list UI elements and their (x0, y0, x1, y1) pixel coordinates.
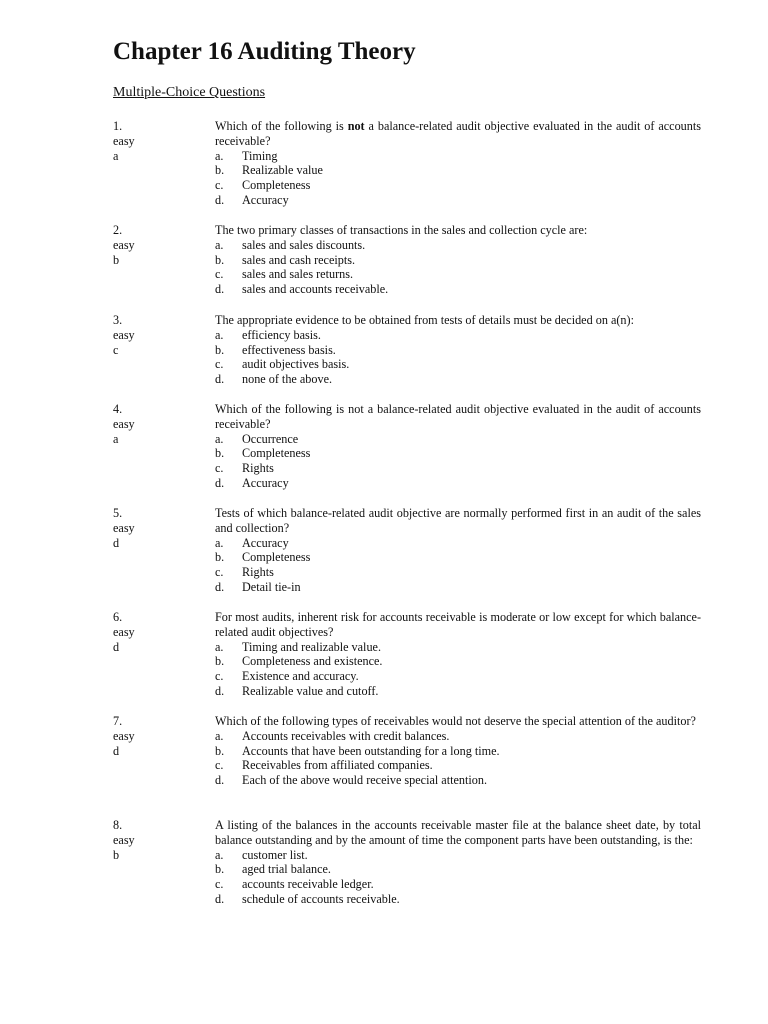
option-text: Realizable value and cutoff. (242, 683, 379, 698)
question-difficulty: easy (113, 520, 135, 535)
answer-option (215, 892, 701, 907)
question-meta (113, 119, 193, 163)
question-meta (113, 610, 193, 654)
answer-option (215, 253, 701, 268)
answer-option (215, 758, 701, 773)
option-letter: c. (215, 565, 224, 580)
option-letter: b. (215, 163, 225, 178)
option-letter: c. (215, 877, 224, 892)
question-body (215, 402, 701, 491)
answer-options (215, 328, 701, 387)
answer-option (215, 238, 701, 253)
option-text: sales and sales returns. (242, 267, 354, 282)
question-meta (113, 714, 193, 758)
option-text: effectiveness basis. (242, 342, 336, 357)
question-stem: For most audits, inherent risk for accounts receivable is moderate or low except for which balance-related audit objectives? (215, 610, 701, 639)
question-difficulty: easy (113, 728, 135, 743)
option-text: Each of the above would receive special attention. (242, 773, 487, 788)
answer-option (215, 178, 701, 193)
question-body (215, 223, 701, 297)
option-text: aged trial balance. (242, 862, 331, 877)
option-text: Receivables from affiliated companies. (242, 758, 433, 773)
question-answer: b (113, 847, 120, 862)
answer-option (215, 432, 701, 447)
answer-options (215, 848, 701, 907)
option-text: customer list. (242, 847, 308, 862)
answer-option (215, 669, 701, 684)
question-answer: a (113, 431, 119, 446)
answer-options (215, 432, 701, 491)
option-text: audit objectives basis. (242, 357, 350, 372)
option-text: Accuracy (242, 535, 289, 550)
answer-option (215, 536, 701, 551)
option-letter: c. (215, 357, 224, 372)
question-body (215, 610, 701, 699)
answer-option (215, 640, 701, 655)
option-text: accounts receivable ledger. (242, 877, 374, 892)
option-letter: d. (215, 372, 225, 387)
option-text: Completeness and existence. (242, 654, 383, 669)
option-text: schedule of accounts receivable. (242, 891, 400, 906)
answer-option (215, 328, 701, 343)
option-text: Completeness (242, 550, 311, 565)
option-letter: c. (215, 758, 224, 773)
answer-option (215, 446, 701, 461)
answer-option (215, 565, 701, 580)
option-letter: a. (215, 237, 224, 252)
question-number: 7. (113, 714, 123, 728)
option-text: sales and accounts receivable. (242, 282, 389, 297)
question-stem-post: a balance-related audit objective evaluated in the audit of accounts receivable? (215, 119, 701, 148)
question-stem: The two primary classes of transactions in the sales and collection cycle are: (215, 223, 588, 237)
option-letter: b. (215, 862, 225, 877)
option-text: Occurrence (242, 431, 299, 446)
question-answer: d (113, 535, 120, 550)
option-letter: c. (215, 178, 224, 193)
question-difficulty: easy (113, 133, 135, 148)
option-text: none of the above. (242, 372, 333, 387)
question-body (215, 119, 701, 208)
option-letter: d. (215, 579, 225, 594)
question-body (215, 313, 701, 387)
section-heading: Multiple-Choice Questions (113, 85, 266, 100)
answer-option (215, 862, 701, 877)
option-text: Accounts that have been outstanding for a long time. (242, 743, 500, 758)
answer-option (215, 684, 701, 699)
question-meta (113, 313, 193, 357)
option-text: Realizable value (242, 163, 323, 178)
question-meta (113, 223, 193, 267)
option-letter: a. (215, 847, 224, 862)
answer-option (215, 729, 701, 744)
question-stem-emphasis: not (347, 119, 365, 133)
option-text: Detail tie-in (242, 579, 301, 594)
question-meta (113, 402, 193, 446)
option-text: Timing and realizable value. (242, 639, 381, 654)
answer-option (215, 163, 701, 178)
chapter-title: Chapter 16 Auditing Theory (113, 38, 416, 65)
option-letter: b. (215, 446, 225, 461)
question-answer: d (113, 639, 120, 654)
question-difficulty: easy (113, 832, 135, 847)
option-letter: a. (215, 431, 224, 446)
question-answer: d (113, 743, 120, 758)
question-answer: a (113, 148, 119, 163)
option-text: sales and cash receipts. (242, 252, 356, 267)
question-number: 5. (113, 506, 123, 520)
question-number: 1. (113, 119, 123, 133)
option-letter: d. (215, 475, 225, 490)
option-letter: d. (215, 683, 225, 698)
answer-option (215, 476, 701, 491)
answer-option (215, 877, 701, 892)
option-letter: b. (215, 654, 225, 669)
answer-options (215, 238, 701, 297)
answer-option (215, 282, 701, 297)
option-letter: a. (215, 148, 224, 163)
option-text: sales and sales discounts. (242, 237, 366, 252)
question-body (215, 714, 701, 788)
option-letter: d. (215, 773, 225, 788)
answer-option (215, 550, 701, 565)
answer-options (215, 536, 701, 595)
option-text: Accuracy (242, 475, 289, 490)
answer-option (215, 372, 701, 387)
option-text: Timing (242, 148, 278, 163)
question-stem: Tests of which balance-related audit objective are normally performed first in an audit of the sales and collection? (215, 506, 701, 535)
option-letter: a. (215, 639, 224, 654)
answer-option (215, 580, 701, 595)
question-stem: A listing of the balances in the accounts receivable master file at the balance sheet date, by total balance outstanding and by the amount of time the component parts have been outstanding, is the: (215, 818, 701, 847)
answer-option (215, 654, 701, 669)
answer-option (215, 343, 701, 358)
question-answer: c (113, 342, 119, 357)
answer-option (215, 357, 701, 372)
option-text: Rights (242, 565, 274, 580)
question-stem: Which of the following is not a balance-related audit objective evaluated in the audit of accounts receivable? (215, 402, 701, 431)
option-letter: c. (215, 267, 224, 282)
option-letter: b. (215, 550, 225, 565)
option-letter: a. (215, 327, 224, 342)
question-body (215, 506, 701, 595)
question-stem: The appropriate evidence to be obtained from tests of details must be decided on a(n): (215, 313, 634, 327)
option-text: Rights (242, 461, 274, 476)
option-letter: d. (215, 192, 225, 207)
option-text: Accuracy (242, 192, 289, 207)
answer-option (215, 848, 701, 863)
option-text: Existence and accuracy. (242, 669, 359, 684)
question-stem (215, 119, 701, 149)
answer-option (215, 193, 701, 208)
question-difficulty: easy (113, 237, 135, 252)
question-difficulty: easy (113, 327, 135, 342)
option-letter: c. (215, 669, 224, 684)
question-difficulty: easy (113, 416, 135, 431)
option-letter: d. (215, 891, 225, 906)
question-number: 3. (113, 313, 123, 327)
question-difficulty: easy (113, 624, 135, 639)
question-body (215, 818, 701, 907)
question-number: 2. (113, 223, 123, 237)
option-text: Completeness (242, 446, 311, 461)
answer-option (215, 267, 701, 282)
answer-option (215, 773, 701, 788)
option-letter: d. (215, 282, 225, 297)
question-number: 4. (113, 402, 123, 416)
question-stem: Which of the following types of receivables would not deserve the special attention of the auditor? (215, 714, 696, 728)
question-meta (113, 818, 193, 862)
option-letter: a. (215, 728, 224, 743)
option-text: Accounts receivables with credit balances. (242, 728, 450, 743)
option-letter: b. (215, 342, 225, 357)
question-answer: b (113, 252, 120, 267)
answer-options (215, 729, 701, 788)
option-text: Completeness (242, 178, 311, 193)
question-meta (113, 506, 193, 550)
option-letter: b. (215, 743, 225, 758)
option-text: efficiency basis. (242, 327, 321, 342)
answer-options (215, 640, 701, 699)
answer-option (215, 149, 701, 164)
answer-options (215, 149, 701, 208)
option-letter: a. (215, 535, 224, 550)
answer-option (215, 461, 701, 476)
answer-option (215, 744, 701, 759)
question-stem-pre: Which of the following is (215, 119, 348, 133)
option-letter: c. (215, 461, 224, 476)
question-number: 8. (113, 818, 123, 832)
option-letter: b. (215, 252, 225, 267)
question-number: 6. (113, 610, 123, 624)
